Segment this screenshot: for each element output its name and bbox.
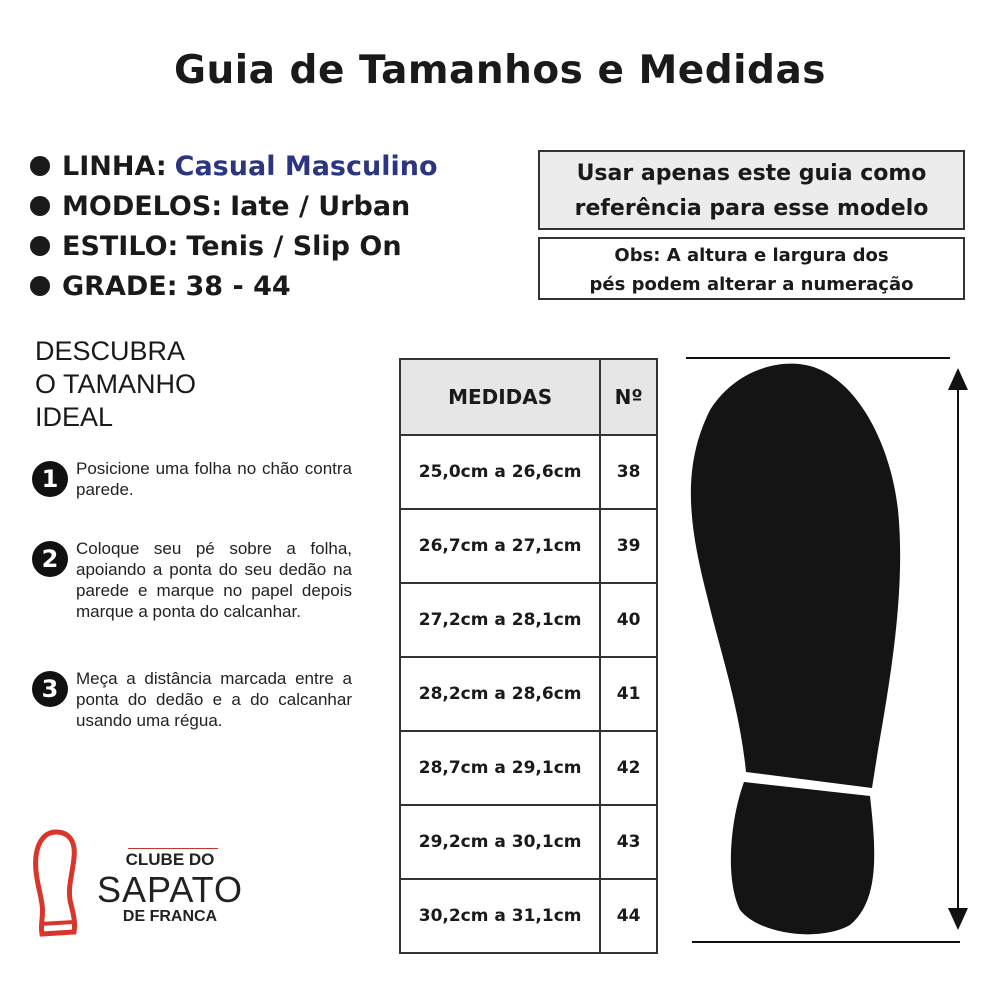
spec-value-grade: 38 - 44 [185,270,291,302]
size-range: 25,0cm a 26,6cm [400,435,600,509]
bullet-icon [30,236,50,256]
size-range: 28,2cm a 28,6cm [400,657,600,731]
boot-logo-icon [30,828,86,940]
step-number-icon: 1 [32,461,68,497]
size-range: 26,7cm a 27,1cm [400,509,600,583]
size-range: 27,2cm a 28,1cm [400,583,600,657]
spec-style [30,226,438,266]
size-range: 29,2cm a 30,1cm [400,805,600,879]
size-number: 42 [600,731,657,805]
table-row [400,657,657,731]
spec-value-models: Iate / Urban [230,190,411,222]
sole-forefoot [691,364,900,788]
step-number-icon: 2 [32,541,68,577]
table-row [400,583,657,657]
step-1 [32,458,352,500]
page-title: Guia de Tamanhos e Medidas [174,48,826,93]
table-row [400,805,657,879]
guide-note-box [538,150,965,230]
discover-line: DESCUBRA [35,336,186,366]
size-range: 30,2cm a 31,1cm [400,879,600,953]
size-range: 28,7cm a 29,1cm [400,731,600,805]
step-3 [32,668,352,731]
spec-label: ESTILO: [62,230,179,262]
bullet-icon [30,156,50,176]
step-text: Coloque seu pé sobre a folha, apoiando a ponta do seu dedão na parede e marque no papel depois marque a ponta do calcanhar. [76,539,352,621]
spec-value-style: Tenis / Slip On [186,230,402,262]
size-number: 41 [600,657,657,731]
obs-note-box [538,237,965,300]
discover-heading [35,335,196,434]
obs-note-line: pés podem alterar a numeração [589,274,914,295]
step-2 [32,538,352,622]
arrow-down-icon [948,908,968,930]
table-row [400,509,657,583]
size-number: 39 [600,509,657,583]
sole-heel [731,782,874,934]
step-number-icon: 3 [32,671,68,707]
size-number: 38 [600,435,657,509]
guide-note-line: referência para esse modelo [574,196,929,221]
spec-line [30,146,438,186]
obs-note-line: Obs: A altura e largura dos [614,245,889,266]
size-number: 44 [600,879,657,953]
table-row [400,435,657,509]
brand-line-1: CLUBE DO [125,850,215,869]
discover-line: O TAMANHO [35,369,197,399]
table-row [400,731,657,805]
spec-label: LINHA: [62,150,167,182]
header-measures: MEDIDAS [400,359,600,435]
discover-line: IDEAL [35,402,114,432]
size-number: 40 [600,583,657,657]
bullet-icon [30,276,50,296]
spec-grade [30,266,438,306]
shoe-sole-icon [680,350,980,950]
boot-outline [36,832,75,934]
header-number: Nº [600,359,657,435]
spec-label: MODELOS: [62,190,223,222]
brand-divider [128,848,218,849]
step-text: Posicione uma folha no chão contra parede. [76,459,352,499]
step-text: Meça a distância marcada entre a ponta do dedão e a do calcanhar usando uma régua. [76,669,352,730]
boot-heel-line [40,922,74,924]
arrow-up-icon [948,368,968,390]
spec-list [30,146,438,306]
table-header-row [400,359,657,435]
guide-note-line: Usar apenas este guia como [576,161,927,186]
size-number: 43 [600,805,657,879]
spec-models [30,186,438,226]
table-row [400,879,657,953]
spec-label: GRADE: [62,270,178,302]
size-table [399,358,658,954]
brand-name: SAPATO [96,869,244,910]
spec-value-line: Casual Masculino [174,150,438,182]
brand-line-3: DE FRANCA [122,908,218,925]
bullet-icon [30,196,50,216]
